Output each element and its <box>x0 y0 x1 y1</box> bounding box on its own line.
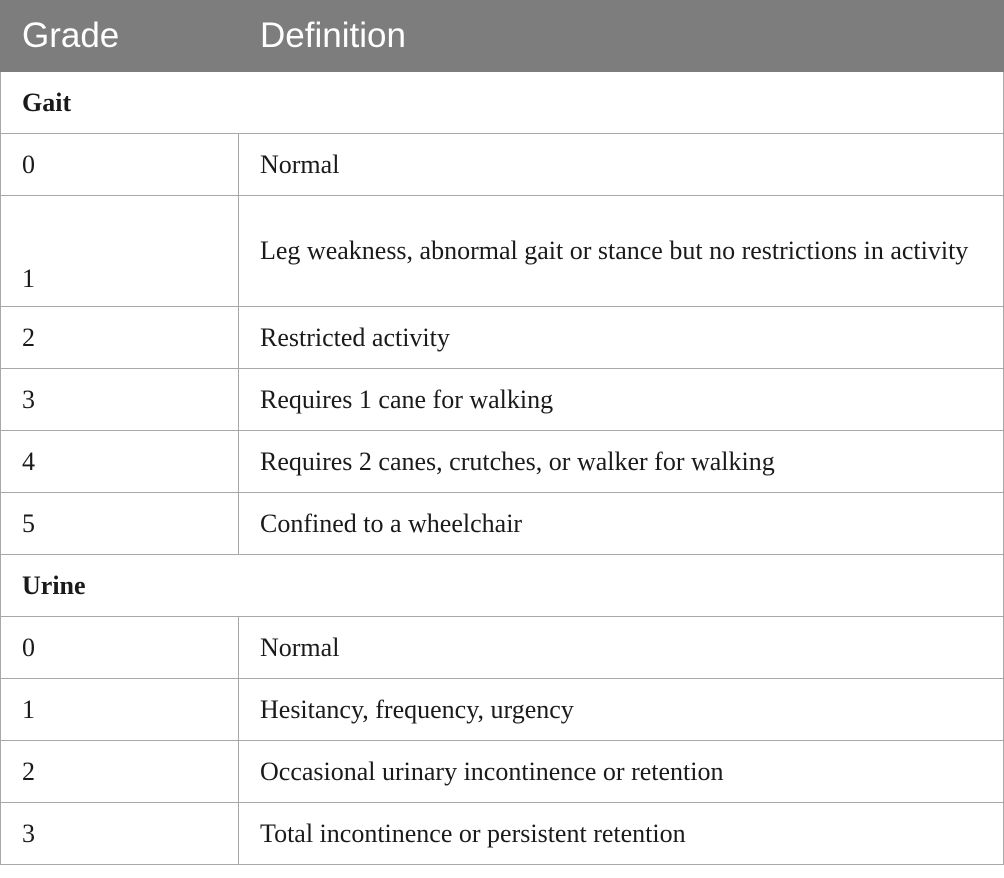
definition-cell: Requires 1 cane for walking <box>239 369 1004 431</box>
table-row <box>1 493 1004 555</box>
grade-cell: 3 <box>1 369 239 431</box>
table-row <box>1 369 1004 431</box>
header-grade: Grade <box>1 1 239 72</box>
table-row <box>1 134 1004 196</box>
table-row <box>1 307 1004 369</box>
definition-cell: Hesitancy, frequency, urgency <box>239 679 1004 741</box>
table-row <box>1 803 1004 865</box>
grade-cell: 1 <box>1 679 239 741</box>
section-title: Gait <box>1 72 1004 134</box>
definition-cell: Occasional urinary incontinence or retention <box>239 741 1004 803</box>
grade-cell: 3 <box>1 803 239 865</box>
definition-cell: Normal <box>239 617 1004 679</box>
grade-cell: 1 <box>1 196 239 307</box>
table-row <box>1 617 1004 679</box>
table-header-row <box>1 1 1004 72</box>
grade-cell: 0 <box>1 617 239 679</box>
definition-cell: Requires 2 canes, crutches, or walker for walking <box>239 431 1004 493</box>
section-row-urine <box>1 555 1004 617</box>
grade-cell: 2 <box>1 741 239 803</box>
header-definition: Definition <box>239 1 1004 72</box>
section-row-gait <box>1 72 1004 134</box>
table-row <box>1 741 1004 803</box>
definition-cell: Restricted activity <box>239 307 1004 369</box>
table-row <box>1 679 1004 741</box>
grade-cell: 2 <box>1 307 239 369</box>
table-row <box>1 196 1004 307</box>
definition-cell: Total incontinence or persistent retention <box>239 803 1004 865</box>
grade-cell: 0 <box>1 134 239 196</box>
grade-cell: 4 <box>1 431 239 493</box>
definition-cell: Leg weakness, abnormal gait or stance but no restrictions in activity <box>239 196 1004 307</box>
table-row <box>1 431 1004 493</box>
definition-cell: Confined to a wheelchair <box>239 493 1004 555</box>
grade-cell: 5 <box>1 493 239 555</box>
definition-cell: Normal <box>239 134 1004 196</box>
section-title: Urine <box>1 555 1004 617</box>
